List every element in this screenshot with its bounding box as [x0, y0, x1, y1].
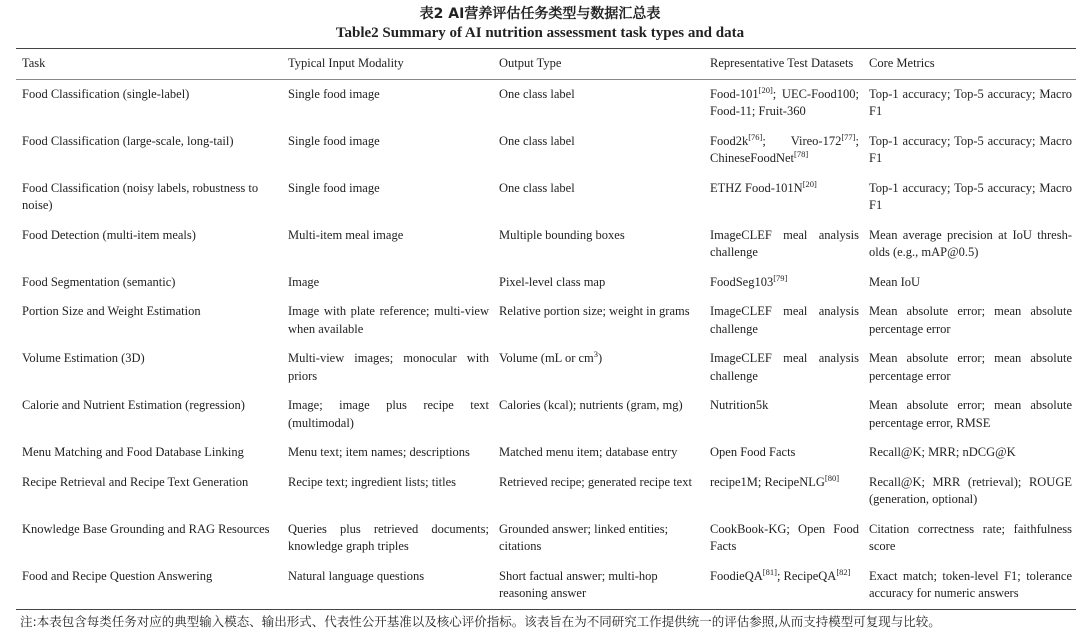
text-segment: FoodieQA [710, 568, 763, 583]
datasets-cell [704, 562, 863, 610]
task-cell: Food Segmentation (semantic) [22, 274, 176, 289]
text-segment: Matched menu item; database entry [499, 445, 678, 459]
header-input-modality: Typical Input Modality [288, 56, 404, 70]
task-cell: Calorie and Nutrient Estimation (regression) [22, 398, 245, 412]
output-type-cell [493, 344, 704, 391]
metrics-cell: Mean absolute error; mean absolute percentage error [869, 304, 1072, 336]
text-segment: Multiple bounding boxes [499, 227, 625, 242]
table-row [16, 174, 1076, 221]
datasets-cell [704, 268, 863, 298]
datasets-cell [704, 79, 863, 127]
citation-superscript: [76] [748, 131, 763, 142]
metrics-cell: Mean absolute error; mean absolute percentage error [869, 351, 1072, 383]
table-row [16, 468, 1076, 515]
metrics-cell: Citation correctness rate; faithfulness score [869, 521, 1072, 553]
metrics-cell: Recall@K; MRR (retrieval); ROUGE (generation, optional) [869, 474, 1072, 506]
text-segment: recipe1M; RecipeNLG [710, 474, 825, 489]
citation-superscript: [77] [841, 131, 856, 142]
header-output-type: Output Type [499, 56, 562, 70]
datasets-cell [704, 297, 863, 344]
text-segment: Pixel-level class map [499, 274, 606, 289]
task-cell: Food Detection (multi-item meals) [22, 227, 196, 242]
text-segment: Calories (kcal); nutrients (gram, mg) [499, 398, 683, 412]
task-cell: Food and Recipe Question Answering [22, 568, 213, 583]
text-segment: Open Food Facts [710, 445, 796, 459]
citation-superscript: [81] [762, 566, 777, 577]
table-row [16, 515, 1076, 562]
task-cell: Menu Matching and Food Database Linking [22, 445, 244, 459]
text-segment: Retrieved recipe; generated recipe text [499, 474, 692, 489]
text-segment: ImageCLEF meal analysis challenge [710, 227, 859, 259]
datasets-cell [704, 515, 863, 562]
text-segment: ) [598, 351, 603, 365]
metrics-cell: Mean average precision at IoU thresh-olds (e.g., mAP@0.5) [869, 227, 1072, 259]
metrics-cell: Top-1 accuracy; Top-5 accuracy; Macro F1 [869, 86, 1072, 118]
output-type-cell [493, 438, 704, 468]
task-cell: Food Classification (large-scale, long-tail) [22, 133, 234, 148]
header-metrics: Core Metrics [869, 56, 935, 70]
input-modality-cell: Single food image [288, 86, 380, 101]
task-cell: Recipe Retrieval and Recipe Text Generation [22, 474, 249, 489]
input-modality-cell: Image; image plus recipe text (multimodal) [288, 398, 489, 430]
text-segment: One class label [499, 180, 575, 195]
text-segment: ; RecipeQA [776, 568, 837, 583]
table-caption-chinese: 表2 AI营养评估任务类型与数据汇总表 [419, 6, 661, 22]
input-modality-cell: Single food image [288, 180, 380, 195]
input-modality-cell: Image with plate reference; multi-view when available [288, 304, 489, 336]
header-task: Task [22, 56, 46, 70]
text-segment: Volume (mL or cm [499, 351, 594, 365]
datasets-cell [704, 391, 863, 438]
input-modality-cell: Single food image [288, 133, 380, 148]
text-segment: FoodSeg103 [710, 274, 774, 289]
table-row [16, 127, 1076, 174]
text-segment: ETHZ Food-101N [710, 180, 803, 195]
task-cell: Food Classification (single-label) [22, 86, 190, 101]
text-segment: ; UEC-Food100; Food-11; Fruit-360 [710, 86, 859, 118]
text-segment: One class label [499, 133, 575, 148]
text-segment: Grounded answer; linked entities; citations [499, 521, 669, 553]
input-modality-cell: Menu text; item names; descriptions [288, 445, 470, 459]
task-cell: Food Classification (noisy labels, robustness to noise) [22, 180, 259, 212]
datasets-cell [704, 468, 863, 515]
input-modality-cell: Natural language questions [288, 568, 425, 583]
header-datasets: Representative Test Datasets [710, 56, 854, 70]
text-segment: One class label [499, 86, 575, 101]
metrics-cell: Top-1 accuracy; Top-5 accuracy; Macro F1 [869, 180, 1072, 212]
text-segment: CookBook-KG; Open Food Facts [710, 521, 859, 553]
citation-superscript: [20] [758, 84, 773, 95]
table-row [16, 562, 1076, 610]
table-row [16, 297, 1076, 344]
text-segment: ImageCLEF meal analysis challenge [710, 304, 859, 336]
table-row [16, 391, 1076, 438]
citation-superscript: [82] [836, 566, 851, 577]
citation-superscript: [20] [802, 178, 817, 189]
citation-superscript: [80] [824, 472, 840, 483]
datasets-cell [704, 127, 863, 174]
output-type-cell [493, 515, 704, 562]
text-segment: Food-101 [710, 86, 759, 101]
text-segment: ; ChineseFoodNet [710, 133, 859, 165]
text-segment: Relative portion size; weight in grams [499, 304, 690, 318]
citation-superscript: 3 [593, 348, 599, 359]
input-modality-cell: Multi-item meal image [288, 227, 404, 242]
task-cell: Volume Estimation (3D) [22, 351, 145, 365]
table-row [16, 438, 1076, 468]
datasets-cell [704, 344, 863, 391]
text-segment: Food2k [710, 133, 749, 148]
datasets-cell [704, 438, 863, 468]
output-type-cell [493, 221, 704, 268]
table-note: 注:本表包含每类任务对应的典型输入模态、输出形式、代表性公开基准以及核心评价指标。该表旨在为不同研究工作提供统一的评估参照,从而支持模型可复现与比较。 [20, 614, 941, 629]
output-type-cell [493, 468, 704, 515]
citation-superscript: [79] [773, 272, 788, 283]
text-segment: Short factual answer; multi-hop reasoning answer [499, 568, 658, 600]
citation-superscript: [78] [794, 148, 809, 159]
output-type-cell [493, 562, 704, 610]
output-type-cell [493, 297, 704, 344]
output-type-cell [493, 79, 704, 127]
datasets-cell [704, 221, 863, 268]
metrics-cell: Mean IoU [869, 274, 921, 289]
table-row [16, 221, 1076, 268]
input-modality-cell: Image [288, 274, 320, 289]
output-type-cell [493, 174, 704, 221]
text-segment: ; Vireo-172 [762, 133, 842, 148]
task-cell: Portion Size and Weight Estimation [22, 304, 201, 318]
input-modality-cell: Multi-view images; monocular with priors [288, 351, 489, 383]
datasets-cell [704, 174, 863, 221]
text-segment: Nutrition5k [710, 398, 769, 412]
header-row [16, 49, 1076, 80]
table-row [16, 79, 1076, 127]
table-row [16, 268, 1076, 298]
metrics-cell: Recall@K; MRR; nDCG@K [869, 445, 1016, 459]
metrics-cell: Mean absolute error; mean absolute percentage error, RMSE [869, 398, 1072, 430]
output-type-cell [493, 391, 704, 438]
summary-table [16, 48, 1076, 610]
task-cell: Knowledge Base Grounding and RAG Resources [22, 521, 270, 536]
metrics-cell: Top-1 accuracy; Top-5 accuracy; Macro F1 [869, 133, 1072, 165]
table-caption-english: Table2 Summary of AI nutrition assessment task types and data [335, 25, 745, 41]
output-type-cell [493, 268, 704, 298]
text-segment: ImageCLEF meal analysis challenge [710, 351, 859, 383]
input-modality-cell: Queries plus retrieved documents; knowledge graph triples [288, 521, 489, 553]
output-type-cell [493, 127, 704, 174]
input-modality-cell: Recipe text; ingredient lists; titles [288, 474, 457, 489]
metrics-cell: Exact match; token-level F1; tolerance accuracy for numeric answers [869, 568, 1072, 600]
table-row [16, 344, 1076, 391]
